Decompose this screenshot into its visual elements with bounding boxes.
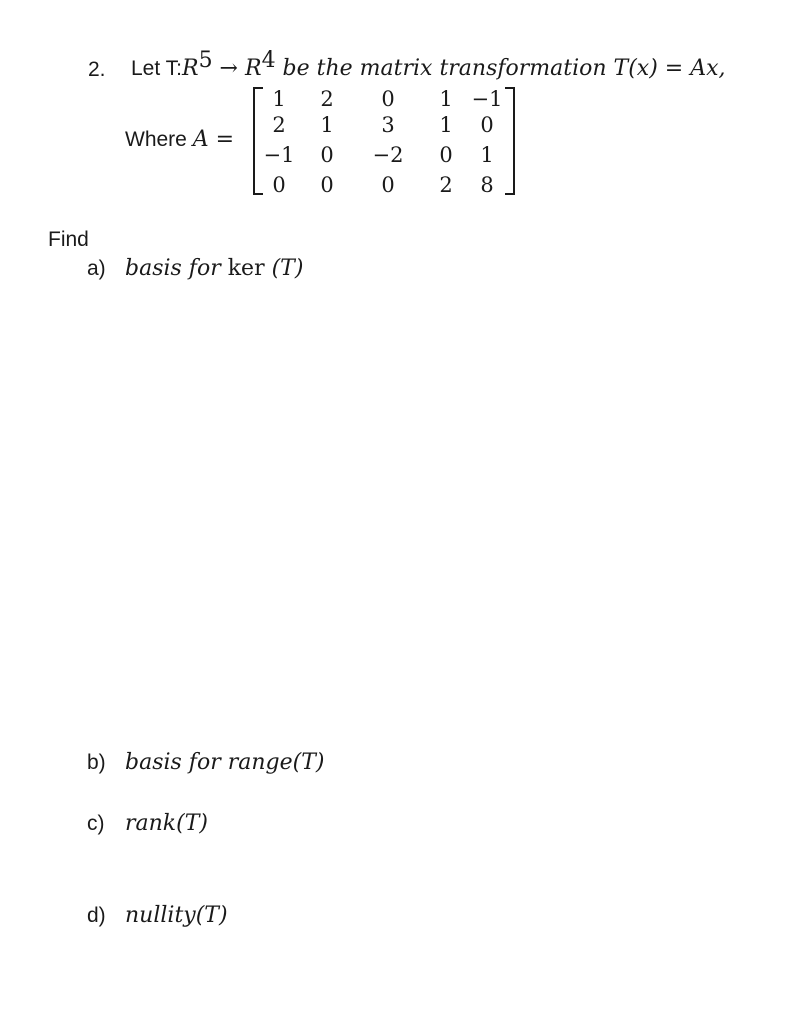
matrix-entry-r2-c5: 0 <box>480 113 494 137</box>
matrix-entry-r1-c1: 1 <box>272 87 286 111</box>
find-label: Find <box>48 228 89 251</box>
part-c <box>87 811 208 836</box>
matrix-entry-r2-c2: 1 <box>320 113 334 137</box>
transformation-formula: T(x) = Ax, <box>613 56 726 81</box>
matrix-label <box>125 127 234 152</box>
part-d <box>87 903 228 928</box>
part-text: basis for range(T) <box>125 750 325 775</box>
matrix-entry-r4-c2: 0 <box>320 173 334 197</box>
part-b <box>87 750 324 775</box>
matrix-entry-r1-c3: 0 <box>381 87 395 111</box>
matrix-entry-r3-c3: −2 <box>372 143 404 167</box>
question-number: 2. <box>88 58 106 81</box>
part-letter: c) <box>87 812 105 835</box>
matrix-entry-r4-c1: 0 <box>272 173 286 197</box>
codomain-exponent: 4 <box>261 47 276 73</box>
matrix-entry-r2-c4: 1 <box>439 113 453 137</box>
matrix-entry-r1-c5: −1 <box>471 87 503 111</box>
problem-statement <box>131 47 726 81</box>
matrix-entry-r4-c5: 8 <box>480 173 494 197</box>
matrix-entry-r4-c4: 2 <box>439 173 453 197</box>
part-arg: (T) <box>264 256 304 281</box>
matrix-entry-r3-c5: 1 <box>480 143 494 167</box>
domain-exponent: 5 <box>198 47 213 73</box>
part-letter: d) <box>87 904 106 927</box>
matrix-entry-r2-c1: 2 <box>272 113 286 137</box>
matrix-entry-r3-c1: −1 <box>263 143 295 167</box>
domain-space: R <box>181 56 199 81</box>
matrix-entry-r4-c3: 0 <box>381 173 395 197</box>
part-text: nullity(T) <box>125 903 228 928</box>
matrix-entry-r3-c4: 0 <box>439 143 453 167</box>
statement-text: be the matrix transformation <box>275 56 614 81</box>
part-letter: b) <box>87 751 106 774</box>
matrix-entry-r2-c3: 3 <box>381 113 395 137</box>
part-text: rank(T) <box>125 811 208 836</box>
matrix-a <box>253 87 515 195</box>
statement-lead: Let T: <box>131 57 182 80</box>
matrix-name: A = <box>192 127 235 152</box>
part-text: basis for <box>125 256 228 281</box>
matrix-entry-r1-c4: 1 <box>439 87 453 111</box>
matrix-entry-r1-c2: 2 <box>320 87 334 111</box>
ker-operator: ker <box>227 256 265 281</box>
arrow: → <box>212 56 245 81</box>
matrix-entry-r3-c2: 0 <box>320 143 334 167</box>
part-a <box>87 256 303 281</box>
where-text: Where <box>125 128 193 151</box>
codomain-space: R <box>244 56 262 81</box>
part-letter: a) <box>87 257 106 280</box>
